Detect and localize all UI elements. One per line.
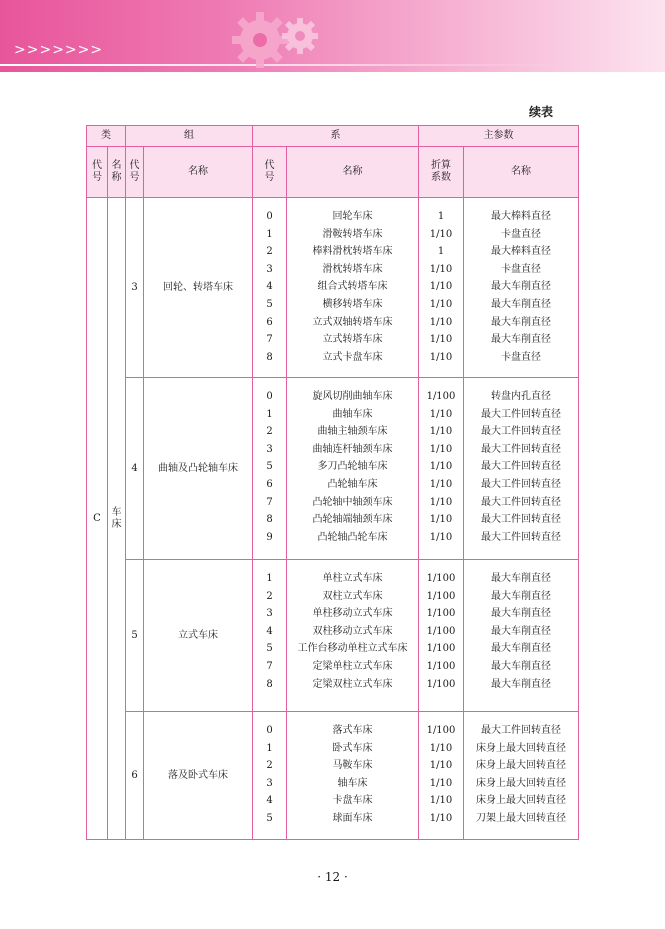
series-name: 球面车床 <box>332 812 373 824</box>
main-param-name: 最大车削直径 <box>491 678 551 690</box>
group-row <box>87 560 579 712</box>
conversion-factor: 1/10 <box>429 316 453 328</box>
conversion-factor: 1/10 <box>429 443 453 455</box>
conversion-factor: 1/10 <box>429 263 453 275</box>
series-name-column <box>287 712 419 840</box>
continued-label: 续表 <box>528 105 553 119</box>
series-code: 5 <box>266 643 273 655</box>
conversion-factor: 1/100 <box>426 678 456 690</box>
series-code: 5 <box>266 461 273 473</box>
series-name: 卧式车床 <box>332 742 373 754</box>
main-param-name: 转盘内孔直径 <box>491 391 551 402</box>
series-name: 滑枕转塔车床 <box>322 263 383 275</box>
gears-icon <box>228 6 338 70</box>
series-code-column <box>253 198 287 378</box>
series-code: 8 <box>266 514 273 526</box>
conversion-factor: 1 <box>437 211 445 222</box>
main-param-name: 最大车削直径 <box>491 281 551 293</box>
conversion-factor: 1/10 <box>429 795 453 807</box>
group-row <box>87 198 579 378</box>
series-code: 2 <box>266 760 273 772</box>
series-code: 8 <box>266 678 273 690</box>
main-param-name: 最大工件回转直径 <box>481 443 561 455</box>
conversion-factor: 1/100 <box>426 660 456 672</box>
header-param-name: 名称 <box>464 147 579 198</box>
series-name: 单柱移动立式车床 <box>312 608 393 620</box>
main-param-name: 最大工件回转直径 <box>481 514 561 526</box>
conversion-factor: 1/10 <box>429 812 453 824</box>
series-code: 0 <box>266 725 273 736</box>
group-code: 4 <box>126 378 144 560</box>
chevrons-decoration: >>>>>>> <box>14 42 104 58</box>
header-class-code: 代 号 <box>87 147 108 198</box>
series-code: 5 <box>266 812 273 824</box>
series-name: 横移转塔车床 <box>322 298 383 310</box>
series-name: 旋风切削曲轴车床 <box>312 391 393 402</box>
conversion-factor: 1/100 <box>426 608 456 620</box>
series-name: 回轮车床 <box>332 211 373 222</box>
series-name: 曲轴主轴颈车床 <box>317 426 388 438</box>
series-name: 棒料滑枕转塔车床 <box>312 246 393 258</box>
series-name: 凸轮轴凸轮车床 <box>317 531 388 543</box>
series-code: 2 <box>266 426 273 438</box>
series-code: 1 <box>266 742 273 754</box>
main-param-name-column <box>464 560 579 712</box>
series-code: 9 <box>266 531 273 543</box>
series-name: 立式卡盘车床 <box>322 351 383 363</box>
category-code: C <box>87 198 108 840</box>
series-name: 落式车床 <box>332 725 373 736</box>
main-param-name: 最大车削直径 <box>491 643 551 655</box>
header-conversion: 折算 系数 <box>419 147 464 198</box>
series-name: 立式双轴转塔车床 <box>312 316 393 328</box>
conversion-factor: 1/10 <box>429 461 453 473</box>
series-code: 1 <box>266 228 273 240</box>
main-param-name: 最大工件回转直径 <box>481 531 561 543</box>
series-name: 凸轮轴中轴颈车床 <box>312 496 393 508</box>
main-param-name: 最大车削直径 <box>491 334 551 346</box>
group-row <box>87 378 579 560</box>
series-code: 6 <box>266 478 273 490</box>
main-param-name: 最大车削直径 <box>491 660 551 672</box>
header-main-param: 主参数 <box>419 126 579 147</box>
series-code: 3 <box>266 263 273 275</box>
series-name: 曲轴连杆轴颈车床 <box>312 443 393 455</box>
main-param-name: 刀架上最大回转直径 <box>476 812 566 824</box>
main-param-name: 卡盘直径 <box>501 228 541 240</box>
conversion-factor: 1/10 <box>429 514 453 526</box>
main-param-name: 最大车削直径 <box>491 298 551 310</box>
header-group-name: 名称 <box>144 147 253 198</box>
series-name: 曲轴车床 <box>332 408 373 420</box>
series-code: 3 <box>266 777 273 789</box>
series-name: 卡盘车床 <box>332 795 373 807</box>
header-series-code: 代 号 <box>253 147 287 198</box>
conversion-factor: 1/10 <box>429 298 453 310</box>
series-code: 1 <box>266 573 273 584</box>
category-name: 车 床 <box>108 198 126 840</box>
series-name: 双柱移动立式车床 <box>312 625 393 637</box>
group-name: 回轮、转塔车床 <box>144 198 253 378</box>
conversion-factor: 1/10 <box>429 351 453 363</box>
main-param-name: 最大工件回转直径 <box>481 461 561 473</box>
group-code: 5 <box>126 560 144 712</box>
conversion-factor: 1/10 <box>429 742 453 754</box>
conversion-factor: 1/10 <box>429 228 453 240</box>
header-class: 类 <box>87 126 126 147</box>
conversion-factor: 1/100 <box>426 643 456 655</box>
conversion-factor-column <box>419 198 464 378</box>
main-param-name: 最大工件回转直径 <box>481 408 561 420</box>
series-name: 工作台移动单柱立式车床 <box>297 643 408 655</box>
conversion-factor: 1/10 <box>429 478 453 490</box>
group-name: 落及卧式车床 <box>144 712 253 840</box>
series-name: 轴车床 <box>337 777 368 789</box>
main-param-name: 最大工件回转直径 <box>481 426 561 438</box>
series-name: 凸轮轴车床 <box>327 478 378 490</box>
conversion-factor: 1/100 <box>426 725 456 736</box>
main-param-name: 最大车削直径 <box>491 316 551 328</box>
series-name: 双柱立式车床 <box>322 590 383 602</box>
page-number: · 12 · <box>317 870 348 884</box>
series-name-column <box>287 378 419 560</box>
series-name: 滑鞍转塔车床 <box>322 228 383 240</box>
series-code-column <box>253 712 287 840</box>
series-name: 组合式转塔车床 <box>317 281 388 293</box>
conversion-factor-column <box>419 378 464 560</box>
series-code-column <box>253 378 287 560</box>
main-param-name: 最大车削直径 <box>491 625 551 637</box>
group-code: 3 <box>126 198 144 378</box>
main-param-name: 最大车削直径 <box>491 573 551 584</box>
group-code: 6 <box>126 712 144 840</box>
header-group-code: 代 号 <box>126 147 144 198</box>
series-name-column <box>287 560 419 712</box>
series-code-column <box>253 560 287 712</box>
main-param-name: 卡盘直径 <box>501 263 541 275</box>
series-code: 7 <box>266 496 273 508</box>
conversion-factor: 1/100 <box>426 573 456 584</box>
conversion-factor-column <box>419 560 464 712</box>
main-param-name-column <box>464 712 579 840</box>
main-param-name: 最大车削直径 <box>491 608 551 620</box>
series-name: 立式转塔车床 <box>322 334 383 346</box>
series-name: 定梁双柱立式车床 <box>312 678 393 690</box>
group-name: 立式车床 <box>144 560 253 712</box>
group-name: 曲轴及凸轮轴车床 <box>144 378 253 560</box>
conversion-factor: 1/10 <box>429 531 453 543</box>
main-param-name: 最大棒料直径 <box>491 211 551 222</box>
series-code: 5 <box>266 298 273 310</box>
main-param-name: 卡盘直径 <box>501 351 541 363</box>
series-code: 3 <box>266 608 273 620</box>
main-param-name: 最大工件回转直径 <box>481 725 561 736</box>
conversion-factor: 1/10 <box>429 496 453 508</box>
series-code: 7 <box>266 660 273 672</box>
main-param-name: 最大工件回转直径 <box>481 496 561 508</box>
header-row-2 <box>87 147 579 198</box>
conversion-factor: 1/10 <box>429 426 453 438</box>
main-param-name: 床身上最大回转直径 <box>476 742 566 754</box>
main-param-name: 最大棒料直径 <box>491 246 551 258</box>
series-code: 4 <box>266 795 273 807</box>
main-param-name: 床身上最大回转直径 <box>476 777 566 789</box>
main-param-name-column <box>464 378 579 560</box>
conversion-factor: 1/10 <box>429 408 453 420</box>
conversion-factor: 1/10 <box>429 281 453 293</box>
header-row-1 <box>87 126 579 147</box>
series-code: 3 <box>266 443 273 455</box>
conversion-factor: 1/10 <box>429 334 453 346</box>
conversion-factor-column <box>419 712 464 840</box>
main-param-name: 最大工件回转直径 <box>481 478 561 490</box>
main-param-name: 床身上最大回转直径 <box>476 795 566 807</box>
conversion-factor: 1/100 <box>426 625 456 637</box>
series-name: 单柱立式车床 <box>322 573 383 584</box>
header-series: 系 <box>253 126 419 147</box>
conversion-factor: 1/10 <box>429 777 453 789</box>
main-param-name-column <box>464 198 579 378</box>
main-param-name: 最大车削直径 <box>491 590 551 602</box>
header-class-name: 名 称 <box>108 147 126 198</box>
main-param-name: 床身上最大回转直径 <box>476 760 566 772</box>
header-group: 组 <box>126 126 253 147</box>
series-name: 定梁单柱立式车床 <box>312 660 393 672</box>
series-code: 6 <box>266 316 273 328</box>
series-name: 马鞍车床 <box>332 760 373 772</box>
series-code: 0 <box>266 391 273 402</box>
series-code: 1 <box>266 408 273 420</box>
series-code: 4 <box>266 625 273 637</box>
header-series-name: 名称 <box>287 147 419 198</box>
series-code: 7 <box>266 334 273 346</box>
conversion-factor: 1/100 <box>426 391 456 402</box>
machine-code-table <box>86 125 579 840</box>
series-code: 2 <box>266 246 273 258</box>
series-code: 0 <box>266 211 273 222</box>
series-code: 8 <box>266 351 273 363</box>
conversion-factor: 1 <box>437 246 445 258</box>
conversion-factor: 1/100 <box>426 590 456 602</box>
group-row <box>87 712 579 840</box>
series-code: 2 <box>266 590 273 602</box>
conversion-factor: 1/10 <box>429 760 453 772</box>
series-code: 4 <box>266 281 273 293</box>
series-name-column <box>287 198 419 378</box>
series-name: 凸轮轴端轴颈车床 <box>312 514 393 526</box>
series-name: 多刀凸轮轴车床 <box>317 461 388 473</box>
